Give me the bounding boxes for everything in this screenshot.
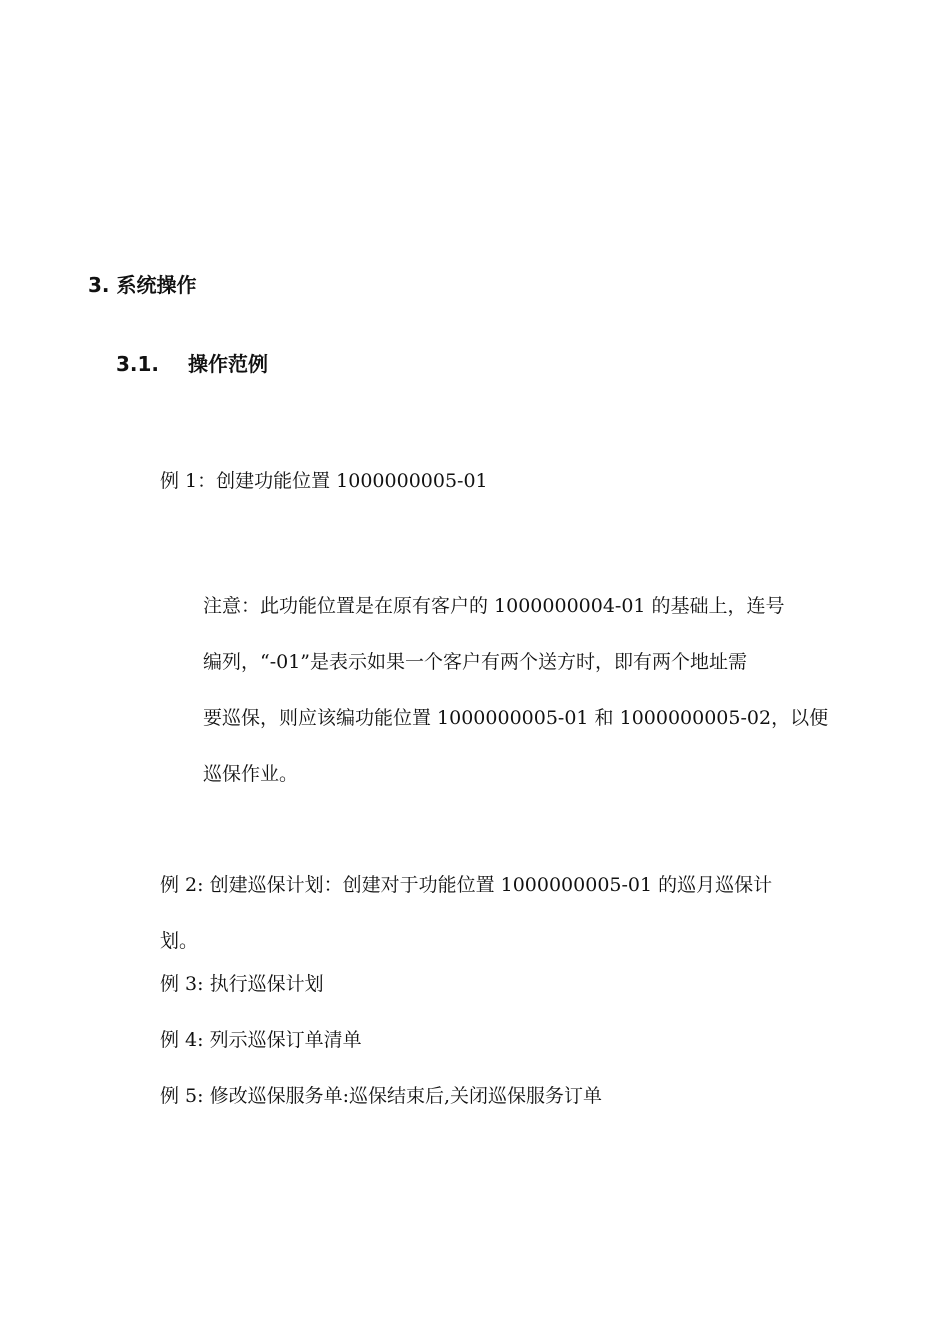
example-4: 例 4: 列示巡保订单清单: [160, 1029, 362, 1051]
subsection-number: 3.1.: [116, 352, 160, 376]
example-5: 例 5: 修改巡保服务单:巡保结束后,关闭巡保服务订单: [160, 1085, 603, 1107]
section-heading: 3. 系统操作: [88, 273, 197, 297]
note-paragraph: [203, 578, 865, 802]
note-line: 注意：此功能位置是在原有客户的 1000000004-01 的基础上，连号: [203, 595, 785, 617]
example-3: 例 3: 执行巡保计划: [160, 973, 324, 995]
subsection-heading: [116, 349, 268, 379]
example-2: [160, 857, 865, 969]
note-line: 编列，“-01”是表示如果一个客户有两个送方时，即有两个地址需: [203, 651, 748, 673]
note-line: 巡保作业。: [203, 763, 299, 785]
subsection-title: 操作范例: [188, 352, 268, 376]
example-1: 例 1：创建功能位置 1000000005-01: [160, 470, 488, 492]
example-2-line: 划。: [160, 930, 199, 952]
example-2-line: 例 2: 创建巡保计划：创建对于功能位置 1000000005-01 的巡月巡保计: [160, 874, 773, 896]
note-line: 要巡保，则应该编功能位置 1000000005-01 和 1000000005-02，以便: [203, 707, 829, 729]
